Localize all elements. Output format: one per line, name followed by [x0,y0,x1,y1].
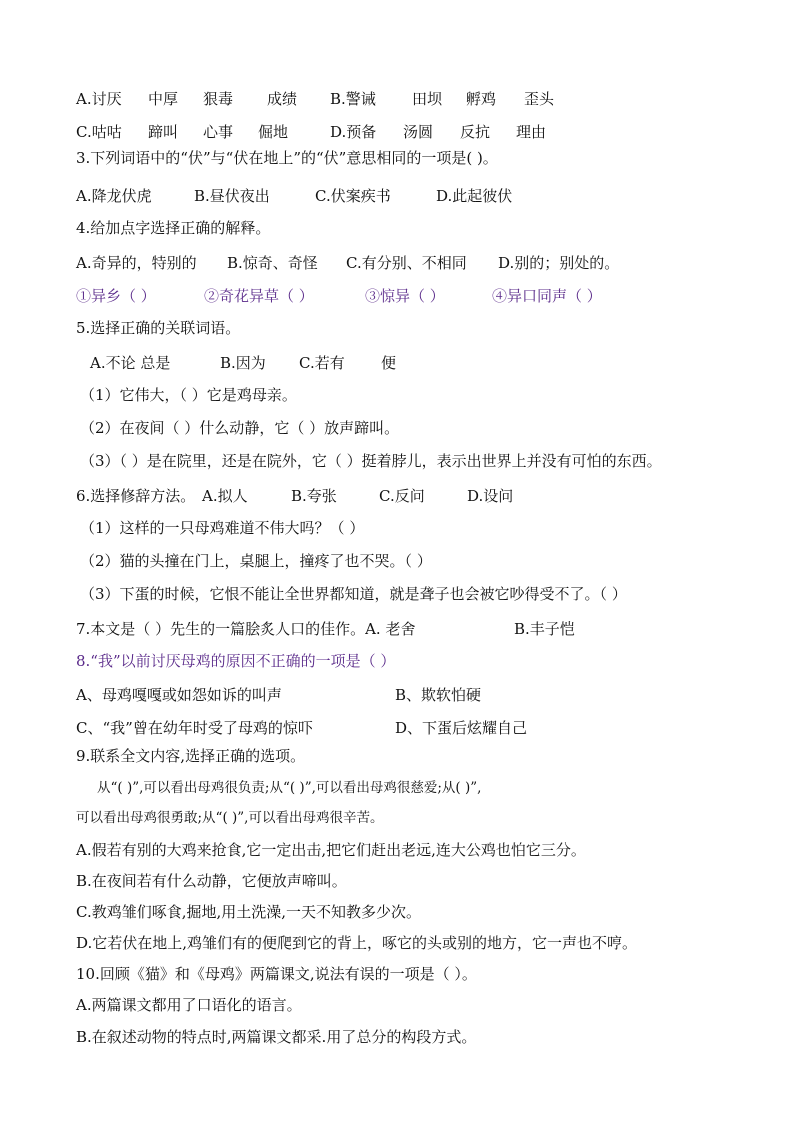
q5-item-3: （3）（ ）是在院里，还是在院外，它（ ）挺着脖儿，表示出世界上并没有可怕的东西。 [80,452,662,470]
q2-word: 倔地 [258,123,289,141]
q2-word: B.警诫 [330,90,376,108]
q5-option: A.不论 总是 [90,354,171,372]
q4-option: A.奇异的，特别的 [76,254,197,272]
q5-item-1: （1）它伟大，（ ）它是鸡母亲。 [80,386,297,404]
q2-word: 反抗 [460,123,491,141]
q6-item-3: （3）下蛋的时候，它恨不能让全世界都知道，就是聋子也会被它吵得受不了。（ ） [80,585,627,603]
q3-stem: 3.下列词语中的“伏”与“伏在地上”的“伏”意思相同的一项是( )。 [76,149,498,167]
q5-item-2: （2）在夜间（ ）什么动静，它（ ）放声蹄叫。 [80,419,400,437]
q5-option: C.若有 [299,354,345,372]
q7-stem: 7.本文是（ ）先生的一篇脍炙人口的佳作。A. 老舍 [76,620,416,638]
q6-option: D.设问 [467,487,514,505]
q8-option: D、下蛋后炫耀自己 [395,719,528,737]
q4-item: ④异口同声（ ） [492,287,602,305]
q3-option: C.伏案疾书 [315,187,391,205]
q2-word: 田坝 [412,90,443,108]
q4-option: C.有分别、不相同 [346,254,467,272]
q4-item: ②奇花异草（ ） [204,287,314,305]
q4-stem: 4.给加点字选择正确的解释。 [76,219,271,237]
q5-option: B.因为 [220,354,266,372]
q6-item-1: （1）这样的一只母鸡难道不伟大吗？（ ） [80,519,365,537]
q9-option-a: A.假若有别的大鸡来抢食,它一定出击,把它们赶出老远,连大公鸡也怕它三分。 [76,841,586,859]
q8-stem: 8.“我”以前讨厌母鸡的原因不正确的一项是（ ） [76,652,396,670]
q3-option: B.昼伏夜出 [194,187,270,205]
q2-word: C.咕咕 [76,123,122,141]
q9-stem: 9.联系全文内容,选择正确的选项。 [76,747,306,765]
q4-option: D.别的；别处的。 [498,254,620,272]
q5-option: 便 [381,354,397,372]
q7-option-b: B.丰子恺 [514,620,575,638]
q3-option: A.降龙伏虎 [76,187,152,205]
q9-option-d: D.它若伏在地上,鸡雏们有的便爬到它的背上，啄它的头或别的地方，它一声也不哼。 [76,934,638,952]
q9-option-b: B.在夜间若有什么动静，它便放声啼叫。 [76,872,347,890]
q6-option: C.反问 [379,487,425,505]
q6-stem: 6.选择修辞方法。 [76,487,196,505]
q2-word: A.讨厌 [76,90,122,108]
q2-word: 蹄叫 [148,123,179,141]
q8-option: B、欺软怕硬 [395,686,482,704]
q8-option: A、母鸡嘎嘎或如怨如诉的叫声 [76,686,282,704]
q2-word: 歪头 [524,90,555,108]
q6-option: B.夸张 [291,487,337,505]
q2-word: 成绩 [267,90,298,108]
q9-paragraph-1: 从“( )”,可以看出母鸡很负责;从“( )”,可以看出母鸡很慈爱;从( )”, [97,780,482,796]
q9-option-c: C.教鸡雏们啄食,掘地,用土洗澡,一天不知教多少次。 [76,903,422,921]
q6-option: A.拟人 [202,487,248,505]
q2-word: 狠毒 [203,90,234,108]
q8-option: C、“我”曾在幼年时受了母鸡的惊吓 [76,719,313,737]
q9-paragraph-2: 可以看出母鸡很勇敢;从“( )”,可以看出母鸡很辛苦。 [76,810,384,826]
q5-stem: 5.选择正确的关联词语。 [76,319,241,337]
q2-word: D.预备 [330,123,377,141]
q2-word: 中厚 [148,90,179,108]
q2-word: 汤圆 [403,123,434,141]
q2-word: 心事 [203,123,234,141]
q6-item-2: （2）猫的头撞在门上，桌腿上，撞疼了也不哭。（ ） [80,552,432,570]
q2-word: 理由 [516,123,547,141]
q2-word: 孵鸡 [466,90,497,108]
q4-option: B.惊奇、奇怪 [227,254,318,272]
q10-option-b: B.在叙述动物的特点时,两篇课文都采.用了总分的构段方式。 [76,1028,477,1046]
q4-item: ③惊异（ ） [365,287,445,305]
q3-option: D.此起彼伏 [436,187,513,205]
q4-item: ①异乡（ ） [76,287,156,305]
q10-stem: 10.回顾《猫》和《母鸡》两篇课文,说法有误的一项是（ ）。 [76,965,477,983]
q10-option-a: A.两篇课文都用了口语化的语言。 [76,996,302,1014]
